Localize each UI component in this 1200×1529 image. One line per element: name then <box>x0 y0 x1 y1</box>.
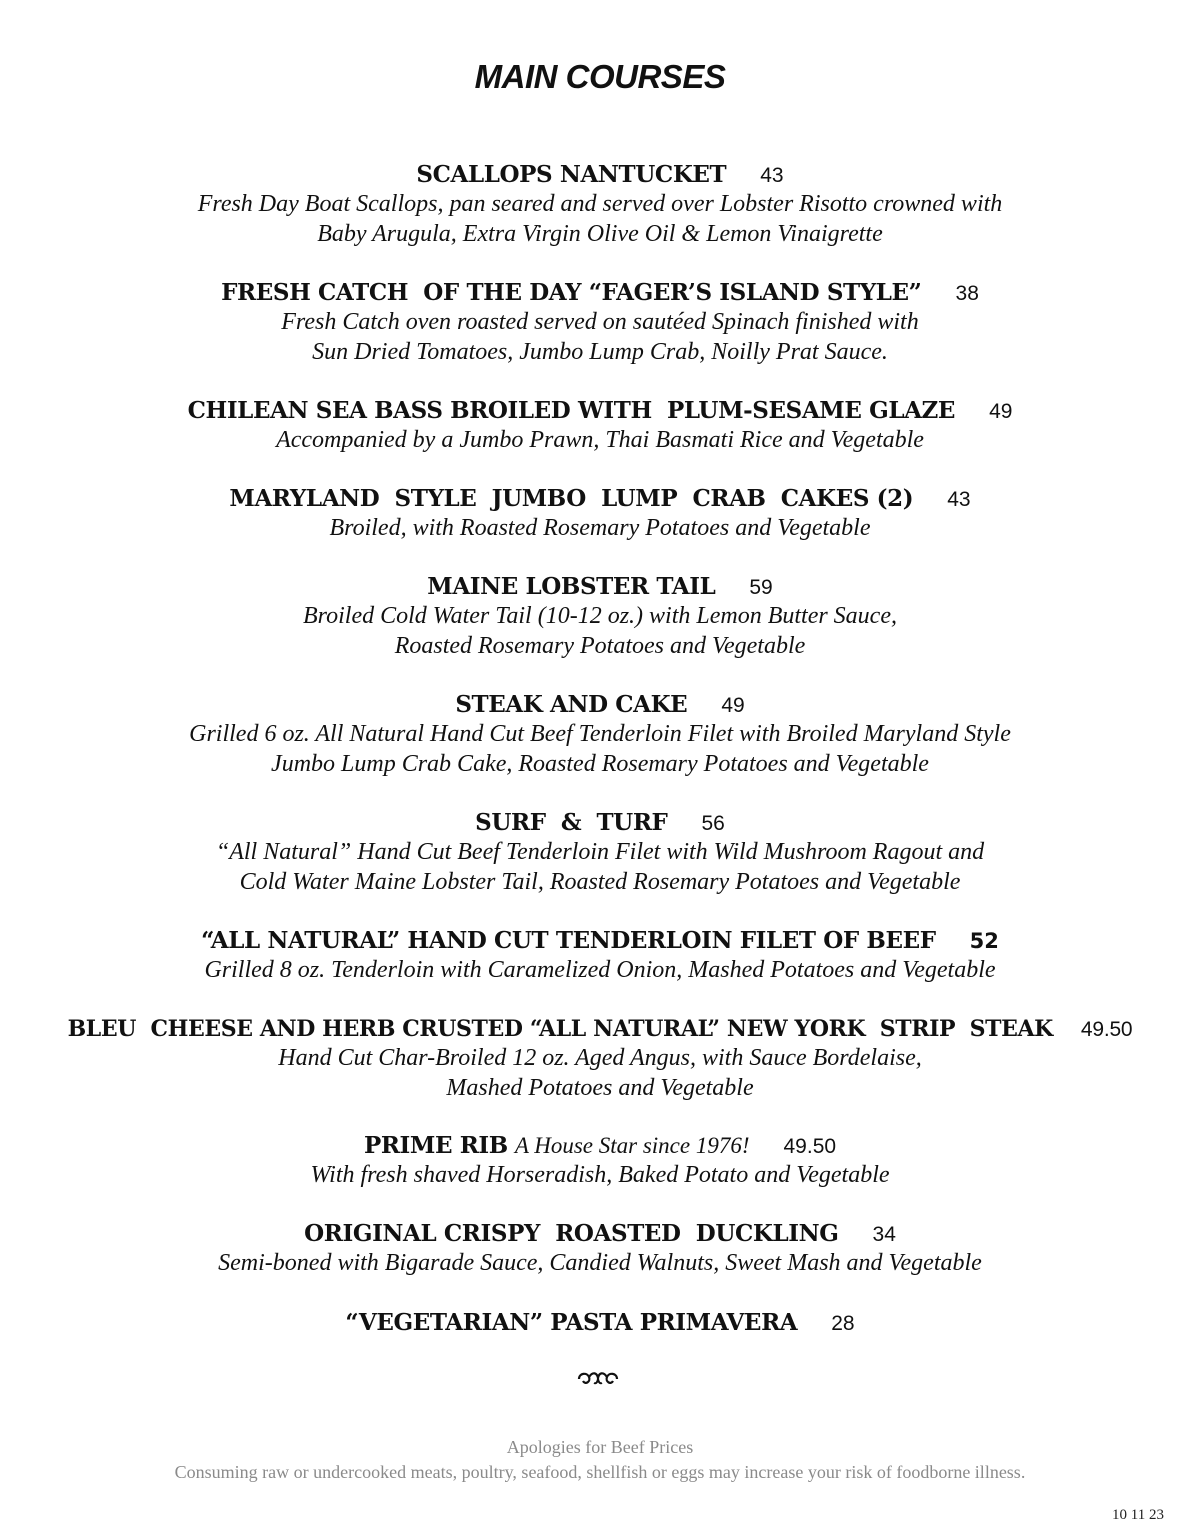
menu-item-duckling <box>0 1219 1200 1279</box>
beef-price-apology: Apologies for Beef Prices <box>506 1437 694 1457</box>
menu-item-price: 38 <box>955 282 979 305</box>
menu-item-price: 28 <box>831 1312 855 1335</box>
menu-item-tagline: A House Star since 1976! <box>514 1133 750 1158</box>
menu-item-name: “VEGETARIAN” PASTA PRIMAVERA <box>345 1309 798 1336</box>
menu-item-description: With fresh shaved Horseradish, Baked Potato and Vegetable <box>310 1162 890 1188</box>
menu-item-price: 49.50 <box>783 1135 837 1158</box>
menu-item-description: Broiled Cold Water Tail (10-12 oz.) with Lemon Butter Sauce, <box>303 603 897 629</box>
menu-item-name: “ALL NATURAL” HAND CUT TENDERLOIN FILET OF BEEF <box>201 927 936 954</box>
menu-item-header <box>0 690 1200 720</box>
menu-item-name: BLEU CHEESE AND HERB CRUSTED “ALL NATURAL” NEW YORK STRIP STEAK <box>67 1016 1053 1042</box>
menu-item-header <box>0 1014 1200 1044</box>
menu-item-header <box>0 572 1200 602</box>
menu-item-name: ORIGINAL CRISPY ROASTED DUCKLING <box>304 1220 839 1247</box>
menu-item-header <box>0 926 1200 956</box>
menu-item-name: PRIME RIB <box>363 1132 508 1159</box>
menu-item-name: FRESH CATCH OF THE DAY “FAGER’S ISLAND STYLE” <box>221 279 922 306</box>
menu-item-header <box>0 1131 1200 1161</box>
menu-item-description: Cold Water Maine Lobster Tail, Roasted Rosemary Potatoes and Vegetable <box>239 868 961 895</box>
menu-item-price: 59 <box>749 576 773 599</box>
menu-item-description: Roasted Rosemary Potatoes and Vegetable <box>394 632 806 659</box>
menu-item-filet-of-beef <box>0 926 1200 986</box>
menu-item-price: 52 <box>969 929 999 953</box>
menu-item-price: 49 <box>721 694 745 717</box>
menu-item-name: SURF & TURF <box>475 809 668 836</box>
menu-item-name: MARYLAND STYLE JUMBO LUMP CRAB CAKES (2) <box>229 485 914 512</box>
menu-item-description: Accompanied by a Jumbo Prawn, Thai Basmati Rice and Vegetable <box>276 427 924 453</box>
menu-item-header <box>0 1308 1200 1338</box>
menu-item-description: Grilled 6 oz. All Natural Hand Cut Beef Tenderloin Filet with Broiled Maryland Style <box>189 721 1011 747</box>
menu-item-pasta-primavera <box>0 1308 1200 1338</box>
menu-item-name: CHILEAN SEA BASS BROILED WITH PLUM-SESAME GLAZE <box>187 397 956 424</box>
menu-item-description: Hand Cut Char-Broiled 12 oz. Aged Angus, with Sauce Bordelaise, <box>278 1045 922 1071</box>
menu-item-price: 43 <box>947 488 971 511</box>
menu-item-description: Semi-boned with Bigarade Sauce, Candied Walnuts, Sweet Mash and Vegetable <box>218 1250 982 1276</box>
menu-item-steak-and-cake <box>0 690 1200 779</box>
menu-item-description: Jumbo Lump Crab Cake, Roasted Rosemary Potatoes and Vegetable <box>271 750 929 777</box>
menu-item-description: Fresh Day Boat Scallops, pan seared and served over Lobster Risotto crowned with <box>197 191 1003 217</box>
menu-item-description: Broiled, with Roasted Rosemary Potatoes and Vegetable <box>329 515 871 541</box>
menu-item-name: STEAK AND CAKE <box>455 691 688 718</box>
menu-item-description: Mashed Potatoes and Vegetable <box>446 1074 754 1101</box>
menu-item-name: MAINE LOBSTER TAIL <box>427 573 716 600</box>
ornament-icon <box>575 1367 621 1389</box>
menu-item-name: SCALLOPS NANTUCKET <box>416 161 727 188</box>
menu-item-description: “All Natural” Hand Cut Beef Tenderloin Filet with Wild Mushroom Ragout and <box>215 839 985 865</box>
menu-item-chilean-sea-bass <box>0 396 1200 456</box>
menu-item-lobster-tail <box>0 572 1200 661</box>
menu-item-header <box>0 396 1200 426</box>
foodborne-illness-warning: Consuming raw or undercooked meats, poultry, seafood, shellfish or eggs may increase your risk of foodborne illness. <box>174 1462 1026 1482</box>
menu-item-description: Grilled 8 oz. Tenderloin with Caramelized Onion, Mashed Potatoes and Vegetable <box>204 957 996 983</box>
menu-item-description: Fresh Catch oven roasted served on sautéed Spinach finished with <box>281 309 919 335</box>
menu-item-header <box>0 808 1200 838</box>
menu-item-description: Sun Dried Tomatoes, Jumbo Lump Crab, Noilly Prat Sauce. <box>312 338 888 365</box>
menu-item-price: 43 <box>760 164 784 187</box>
menu-item-price: 56 <box>701 812 725 835</box>
menu-version-date: 10 11 23 <box>1112 1507 1164 1523</box>
menu-item-header <box>0 484 1200 514</box>
menu-item-price: 49 <box>989 400 1013 423</box>
menu-item-price: 34 <box>872 1223 896 1246</box>
menu-item-header <box>0 278 1200 308</box>
menu-item-price: 49.50 <box>1080 1018 1133 1041</box>
menu-item-strip-steak <box>0 1014 1200 1103</box>
page-title: MAIN COURSES <box>474 58 726 95</box>
menu-item-prime-rib <box>0 1131 1200 1191</box>
menu-item-description: Baby Arugula, Extra Virgin Olive Oil & Lemon Vinaigrette <box>317 220 883 247</box>
menu-item-fresh-catch <box>0 278 1200 367</box>
menu-item-surf-and-turf <box>0 808 1200 897</box>
menu-item-crab-cakes <box>0 484 1200 544</box>
menu-item-scallops-nantucket <box>0 160 1200 249</box>
menu-item-header <box>0 160 1200 190</box>
menu-item-header <box>0 1219 1200 1249</box>
